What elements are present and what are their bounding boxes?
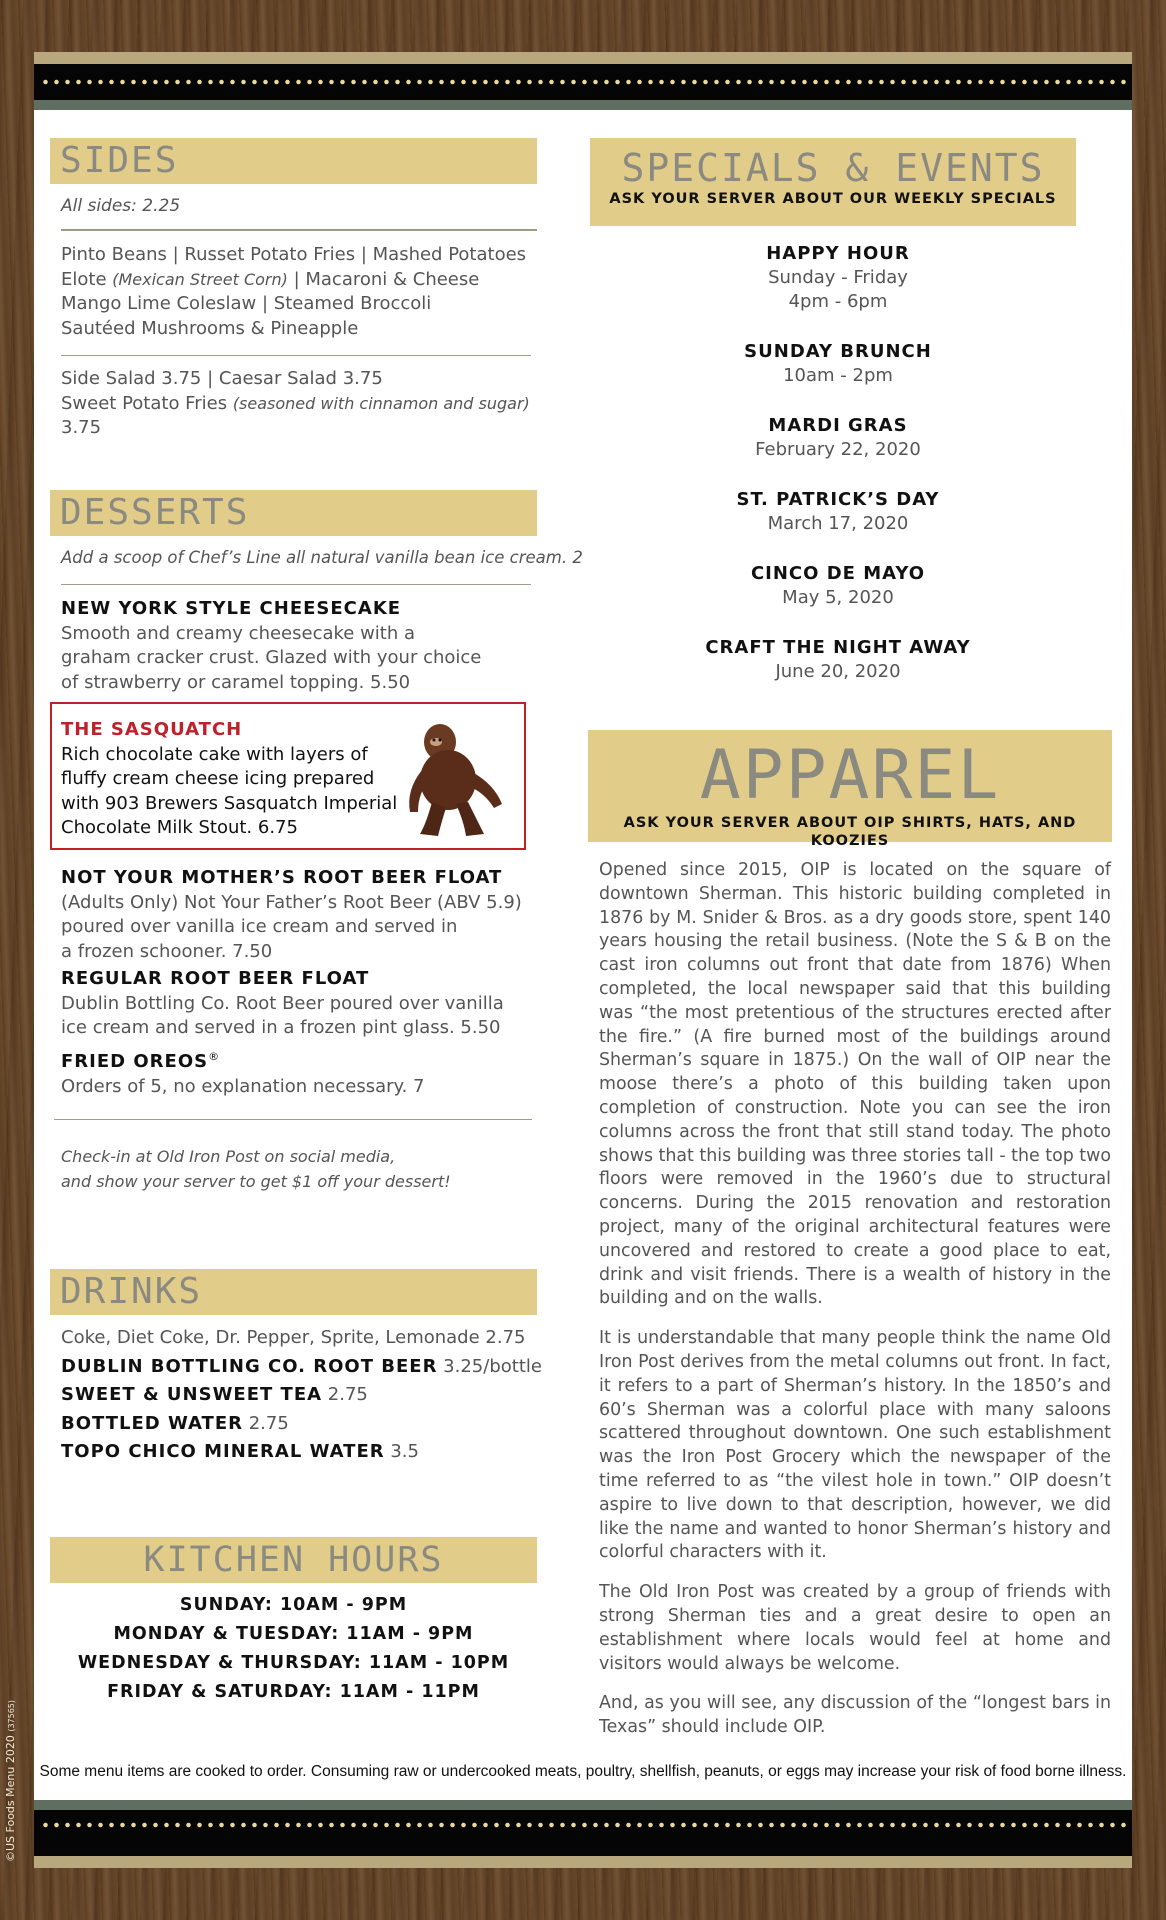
drink-item: BOTTLED WATER 2.75 [61, 1412, 289, 1434]
history-paragraph: Opened since 2015, OIP is located on the square of downtown Sherman. This historic building completed in 1876 by M. Snider & Bros. as a dry goods store, spent 140 years housing the retail business. (Note the S & B on the cast iron columns out front that date from 1876) When completed, the local newspaper said that this building was “the most pretentious of the structures erected after the fire.” (A fire burned most of the buildings around Sherman’s square in 1875.) On the wall of OIP near the moose there’s a photo of this building taken upon completion of construction. Note you can see the iron columns across the front that still stand today. The photo shows that this building was three stories tall - the top two floors were removed in the 1960’s due to structural concerns. During the 2015 renovation and restoration project, many of the original architectural features were uncovered and restored to create a good place to eat, drink and visit friends. There is a wealth of history in the building and on the walls. [599, 860, 1111, 1309]
divider [61, 229, 537, 231]
food-safety-warning: Some menu items are cooked to order. Consuming raw or undercooked meats, poultry, shellfish, peanuts, or eggs may increase your risk of food borne illness. [39, 1763, 1127, 1780]
sides-header [50, 138, 537, 184]
apparel-title: APPAREL [699, 736, 1001, 815]
sides-salads: Side Salad 3.75 | Caesar Salad 3.75 Sweet Potato Fries (seasoned with cinnamon and sugar) 3.75 [61, 368, 530, 438]
sides-title: SIDES [60, 140, 179, 181]
hours-row: MONDAY & TUESDAY: 11AM - 9PM [113, 1624, 474, 1644]
sasquatch-illustration [398, 720, 510, 840]
float1-name: NOT YOUR MOTHER’S ROOT BEER FLOAT [61, 867, 503, 888]
checkin-promo: Check-in at Old Iron Post on social media, and show your server to get $1 off your dessert! [61, 1147, 451, 1191]
drinks-header [50, 1269, 537, 1315]
drink-item: SWEET & UNSWEET TEA 2.75 [61, 1384, 368, 1405]
float2-item: REGULAR ROOT BEER FLOAT Dublin Bottling Co. Root Beer poured over vanilla ice cream and served in a frozen pint glass. 5.50 [61, 967, 541, 1041]
event-item: ST. PATRICK’S DAY March 17, 2020 [736, 489, 940, 534]
apparel-header [588, 730, 1112, 849]
sides-row: Sautéed Mushrooms & Pineapple [61, 317, 359, 339]
event-item: MARDI GRAS February 22, 2020 [755, 415, 921, 460]
sasquatch-name: THE SASQUATCH [61, 719, 243, 740]
drink-item: TOPO CHICO MINERAL WATER 3.5 [61, 1441, 419, 1462]
hours-row: WEDNESDAY & THURSDAY: 11AM - 10PM [77, 1653, 510, 1673]
drinks-sodas: Coke, Diet Coke, Dr. Pepper, Sprite, Lemonade 2.75 [61, 1327, 526, 1348]
event-item: CINCO DE MAYO May 5, 2020 [750, 563, 926, 608]
event-item: HAPPY HOUR Sunday - Friday 4pm - 6pm [766, 243, 910, 312]
bottom-border [34, 1800, 1132, 1868]
oreos-name: FRIED OREOS [61, 1051, 209, 1072]
top-border [34, 52, 1132, 110]
specials-subtitle: ASK YOUR SERVER ABOUT OUR WEEKLY SPECIALS [609, 191, 1057, 207]
divider [61, 584, 531, 585]
sides-row: Pinto Beans | Russet Potato Fries | Mashed Potatoes [61, 244, 527, 265]
desserts-note: Add a scoop of Chef’s Line all natural vanilla bean ice cream. 2 [61, 548, 583, 567]
event-item: CRAFT THE NIGHT AWAY June 20, 2020 [705, 637, 971, 682]
kitchen-hours-title: KITCHEN HOURS [143, 1540, 444, 1580]
sides-row: Elote (Mexican Street Corn) | Macaroni & Cheese [61, 268, 480, 290]
drinks-title: DRINKS [60, 1271, 203, 1312]
sides-list [61, 243, 541, 341]
divider [54, 1119, 532, 1120]
sides-note: All sides: 2.25 [61, 196, 181, 216]
desserts-header [50, 490, 537, 536]
hours-row: SUNDAY: 10AM - 9PM [179, 1595, 408, 1615]
oreos-item: FRIED OREOS® Orders of 5, no explanation necessary. 7 [61, 1050, 425, 1097]
desserts-title: DESSERTS [60, 492, 250, 533]
sasquatch-feature-box [50, 702, 526, 850]
cheesecake-name: NEW YORK STYLE CHEESECAKE [61, 598, 402, 619]
history-paragraph: It is understandable that many people think the name Old Iron Post derives from the metal columns out front. In fact, it refers to a part of Sherman’s history. In the 1850’s and 60’s Sherman was a colorful place with many saloons scattered throughout downtown. One such establishment was the Iron Post Grocery which the newspaper of the time referred to as “the vilest hole in town.” OIP doesn’t aspire to live down to that description, however, we did like the name and wanted to honor Sherman’s history and colorful characters with it. [599, 1328, 1111, 1563]
divider [61, 355, 531, 356]
sides-row: Mango Lime Coleslaw | Steamed Broccoli [61, 293, 432, 314]
drink-item: DUBLIN BOTTLING CO. ROOT BEER 3.25/bottle [61, 1355, 542, 1377]
drinks-list [61, 1324, 551, 1467]
events-list [590, 242, 1086, 684]
specials-header [590, 138, 1076, 226]
history-paragraph: And, as you will see, any discussion of the “longest bars in Texas” should include OIP. [599, 1693, 1111, 1738]
kitchen-hours-header [50, 1537, 537, 1583]
float2-name: REGULAR ROOT BEER FLOAT [61, 968, 370, 989]
sasquatch-item: THE SASQUATCH Rich chocolate cake with layers of fluffy cream cheese icing prepared with 903 Brewers Sasquatch Imperial Chocolate Milk Stout. 6.75 [61, 718, 401, 841]
kitchen-hours-list [50, 1591, 537, 1707]
history-paragraph: The Old Iron Post was created by a group of friends with strong Sherman ties and a great desire to open an establishment where locals would feel at home and visitors would always be welcome. [599, 1582, 1111, 1674]
float1-item: NOT YOUR MOTHER’S ROOT BEER FLOAT (Adults Only) Not Your Father’s Root Beer (ABV 5.9) poured over vanilla ice cream and served in a frozen schooner. 7.50 [61, 866, 541, 964]
specials-title: SPECIALS & EVENTS [621, 146, 1045, 190]
apparel-subtitle: ASK YOUR SERVER ABOUT OIP SHIRTS, HATS, AND KOOZIES [623, 815, 1077, 849]
event-item: SUNDAY BRUNCH 10am - 2pm [744, 341, 932, 386]
cheesecake-item: NEW YORK STYLE CHEESECAKE Smooth and creamy cheesecake with a graham cracker crust. Glazed with your choice of strawberry or caramel topping. 5.50 [61, 597, 541, 695]
history-text [599, 859, 1111, 1740]
hours-row: FRIDAY & SATURDAY: 11AM - 11PM [107, 1682, 480, 1702]
